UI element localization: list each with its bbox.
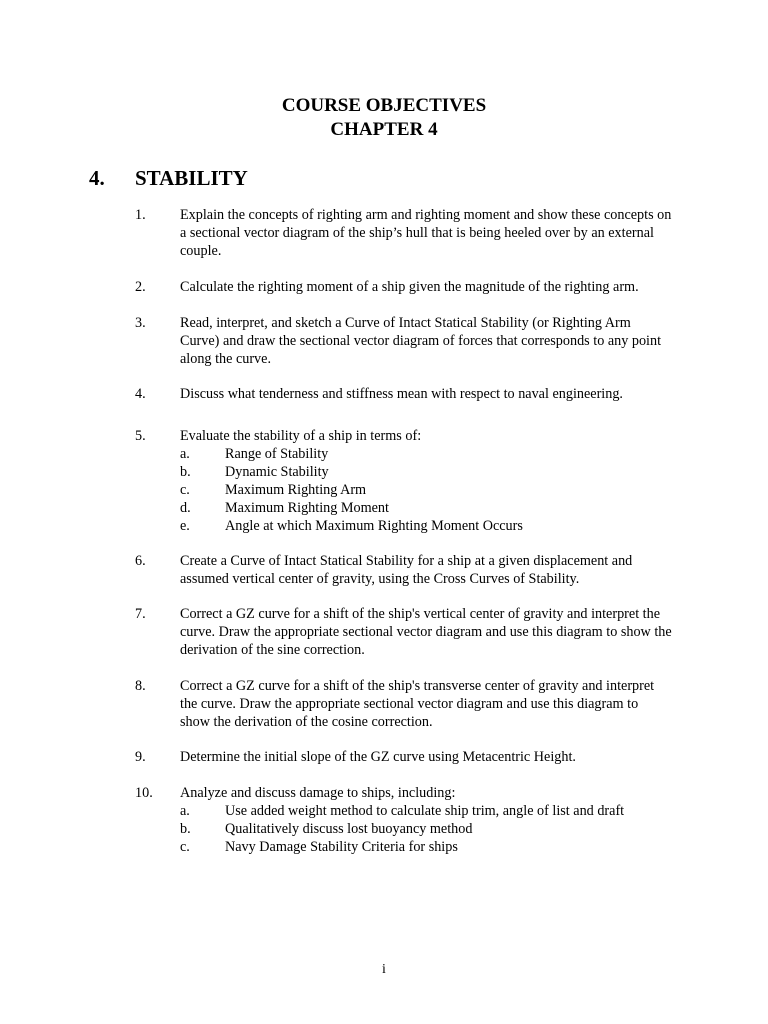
sub-item — [180, 802, 680, 820]
sub-item — [180, 499, 680, 517]
document-title: COURSE OBJECTIVES — [281, 95, 487, 116]
sub-item-text: Range of Stability — [225, 446, 329, 462]
sub-item-letter: a. — [180, 803, 190, 819]
sub-item-letter: b. — [180, 464, 191, 480]
sub-item — [180, 517, 680, 535]
objective-number: 8. — [135, 678, 146, 694]
objective-number: 1. — [135, 207, 146, 223]
sub-item-letter: c. — [180, 482, 190, 498]
sub-item — [180, 838, 680, 856]
objective-text: Analyze and discuss damage to ships, including: — [180, 785, 456, 801]
sub-item-text: Angle at which Maximum Righting Moment Occurs — [225, 518, 523, 534]
sub-item — [180, 463, 680, 481]
sub-item-text: Navy Damage Stability Criteria for ships — [225, 839, 458, 855]
sub-item-text: Maximum Righting Moment — [225, 500, 389, 516]
sub-item-text: Use added weight method to calculate ship trim, angle of list and draft — [225, 803, 625, 819]
section-title: STABILITY — [135, 166, 248, 190]
objective-number: 3. — [135, 315, 146, 331]
sub-item-list — [180, 802, 680, 856]
sub-item-text: Dynamic Stability — [225, 464, 329, 480]
objective-number: 6. — [135, 553, 146, 569]
sub-item — [180, 445, 680, 463]
objective-text: Correct a GZ curve for a shift of the ship's vertical center of gravity and interpret the curve. Draw the appropriate sectional vector diagram and use this diagram to show the derivation of the sine correction. — [180, 606, 672, 658]
objective-text: Read, interpret, and sketch a Curve of Intact Statical Stability (or Righting Arm Curve) and draw the sectional vector diagram of forces that corresponds to any point along the curve. — [180, 315, 662, 367]
sub-item-list — [180, 445, 680, 535]
sub-item — [180, 820, 680, 838]
sub-item-letter: a. — [180, 446, 190, 462]
objective-number: 5. — [135, 428, 146, 444]
chapter-title: CHAPTER 4 — [330, 119, 438, 140]
sub-item — [180, 481, 680, 499]
sub-item-letter: c. — [180, 839, 190, 855]
objective-text: Calculate the righting moment of a ship given the magnitude of the righting arm. — [180, 279, 639, 295]
sub-item-letter: e. — [180, 518, 190, 534]
objective-text: Explain the concepts of righting arm and righting moment and show these concepts on a sectional vector diagram of the ship’s hull that is being heeled over by an external couple. — [180, 207, 672, 259]
objective-text: Evaluate the stability of a ship in terms of: — [180, 428, 422, 444]
sub-item-text: Qualitatively discuss lost buoyancy method — [225, 821, 473, 837]
objective-number: 4. — [135, 386, 146, 402]
objective-text: Discuss what tenderness and stiffness mean with respect to naval engineering. — [180, 386, 623, 402]
section-number: 4. — [89, 166, 105, 190]
objective-number: 9. — [135, 749, 146, 765]
sub-item-letter: d. — [180, 500, 191, 516]
objective-text: Correct a GZ curve for a shift of the ship's transverse center of gravity and interpret the curve. Draw the appropriate sectional vector diagram and use this diagram to show the derivation of the cosine correction. — [180, 678, 655, 730]
objective-number: 10. — [135, 785, 153, 801]
page-number: i — [382, 962, 386, 977]
objective-number: 2. — [135, 279, 146, 295]
objective-text: Determine the initial slope of the GZ curve using Metacentric Height. — [180, 749, 576, 765]
objective-text: Create a Curve of Intact Statical Stability for a ship at a given displacement and assumed vertical center of gravity, using the Cross Curves of Stability. — [180, 553, 633, 587]
sub-item-letter: b. — [180, 821, 191, 837]
objective-number: 7. — [135, 606, 146, 622]
sub-item-text: Maximum Righting Arm — [225, 482, 367, 498]
